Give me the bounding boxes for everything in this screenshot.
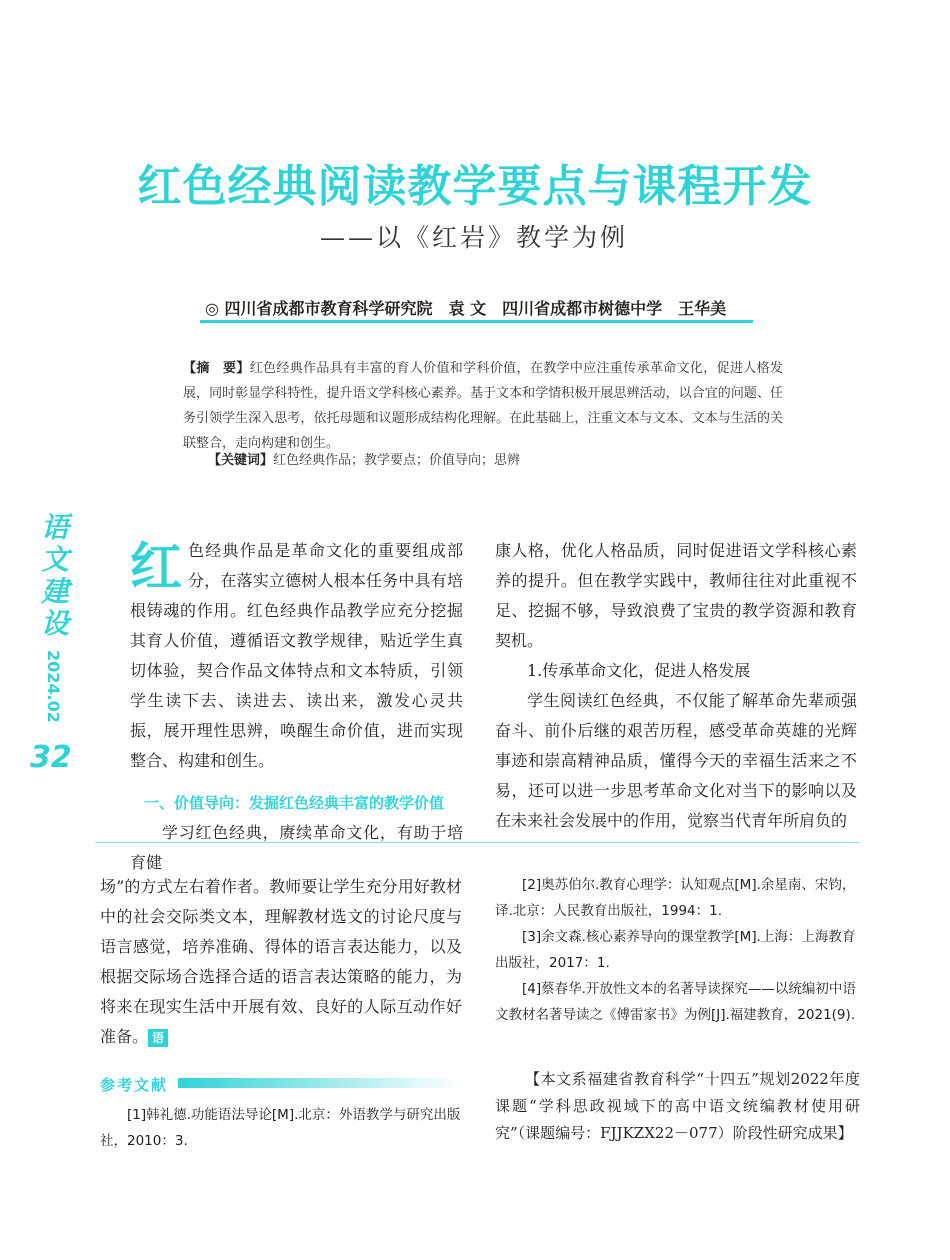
- abstract-label: 【摘 要】: [183, 361, 250, 376]
- end-mark-icon: 语: [148, 1029, 168, 1047]
- intro-text: 色经典作品是革命文化的重要组成部分，在落实立德树人根本任务中具有培根铸魂的作用。红色经典作品教学应充分挖掘其育人价值，遵循语文教学规律，贴近学生真切体验，契合作品文体特点和文本特质，引领学生读下去、读进去、读出来，激发心灵共振，展开理性思辨，唤醒生命价值，进而实现整合、构建和创生。: [130, 541, 463, 770]
- keywords-text: 红色经典作品；教学要点；价值导向；思辨: [273, 453, 521, 468]
- abstract: [183, 356, 783, 456]
- lower-left-column: [100, 872, 462, 1052]
- funding-note: [495, 1066, 860, 1147]
- continued-paragraph: 康人格，优化人格品质，同时促进语文学科核心素养的提升。但在教学实践中，教师往往对此重视不足、挖掘不够，导致浪费了宝贵的教学资源和教育契机。: [495, 541, 857, 650]
- drop-cap: 红: [130, 538, 183, 598]
- keywords: [208, 449, 520, 468]
- intro-paragraph: [130, 536, 463, 776]
- references-label: 参考文献: [100, 1076, 169, 1094]
- references-right: [495, 872, 857, 1028]
- article-subtitle: ——以《红岩》教学为例: [320, 223, 629, 252]
- closing-paragraph: [100, 872, 462, 1052]
- upper-right-column: [495, 536, 857, 836]
- abstract-text: 红色经典作品具有丰富的育人价值和学科价值，在教学中应注重传承革命文化，促进人格发展，同时彰显学科特性，提升语文学科核心素养。基于文本和学情积极开展思辨活动，以合宜的问题、任务引领学生深入思考，依托母题和议题形成结构化理解。在此基础上，注重文本与文本、文本与生活的关联整合，走向构建和创生。: [183, 361, 783, 451]
- article-title: 红色经典阅读教学要点与课程开发: [137, 161, 813, 212]
- subsection-paragraph: 学生阅读红色经典，不仅能了解革命先辈顽强奋斗、前仆后继的艰苦历程，感受革命英雄的光辉事迹和崇高精神品质，懂得今天的幸福生活来之不易，还可以进一步思考革命文化对当下的影响以及在未来社会发展中的作用，觉察当代青年所肩负的: [495, 691, 857, 830]
- references-left: [100, 1102, 462, 1154]
- section-paragraph: 学习红色经典，赓续革命文化，有助于培育健: [130, 823, 463, 872]
- issue-number: 2024.02: [44, 650, 63, 723]
- upper-left-column: [130, 536, 463, 878]
- keywords-label: 【关键词】: [208, 453, 274, 468]
- references-heading: [100, 1074, 460, 1094]
- references-bar: [178, 1078, 460, 1088]
- funding-note-text: 【本文系福建省教育科学“十四五”规划2022年度课题“学科思政视域下的高中语文统编教材使用研究”（课题编号：FJJKZX22－077）阶段性研究成果】: [495, 1070, 860, 1142]
- subsection-heading: 1.传承革命文化，促进人格发展: [527, 661, 751, 680]
- reference-item: [3]余文森.核心素养导向的课堂教学[M].上海：上海教育出版社，2017：1.: [495, 929, 856, 971]
- section-divider: [95, 842, 860, 843]
- closing-text: 场”的方式左右着作者。教师要让学生充分用好教材中的社会交际类文本，理解教材选文的讨论尺度与语言感觉，培养准确、得体的语言表达能力，以及根据交际场合选择合适的语言表达策略的能力，为将来在现实生活中开展有效、良好的人际互动作好准备。: [100, 877, 462, 1046]
- reference-item: [4]蔡春华.开放性文本的名著导读探究——以统编初中语文教材名著导读之《傅雷家书》为例[J].福建教育，2021(9).: [495, 981, 856, 1023]
- reference-item: [1]韩礼德.功能语法导论[M].北京：外语教学与研究出版社，2010：3.: [100, 1107, 461, 1149]
- journal-name: 语文建设: [40, 511, 69, 640]
- author-underline: [200, 320, 753, 323]
- page-number: 32: [30, 740, 72, 775]
- section-heading: 一、价值导向：发掘红色经典丰富的教学价值: [144, 794, 445, 812]
- author-line: ◎ 四川省成都市教育科学研究院 袁 文 四川省成都市树德中学 王华美: [205, 299, 727, 318]
- reference-item: [2]奥苏伯尔.教育心理学：认知观点[M].余星南、宋钧，译.北京：人民教育出版社，1994：1.: [495, 877, 856, 919]
